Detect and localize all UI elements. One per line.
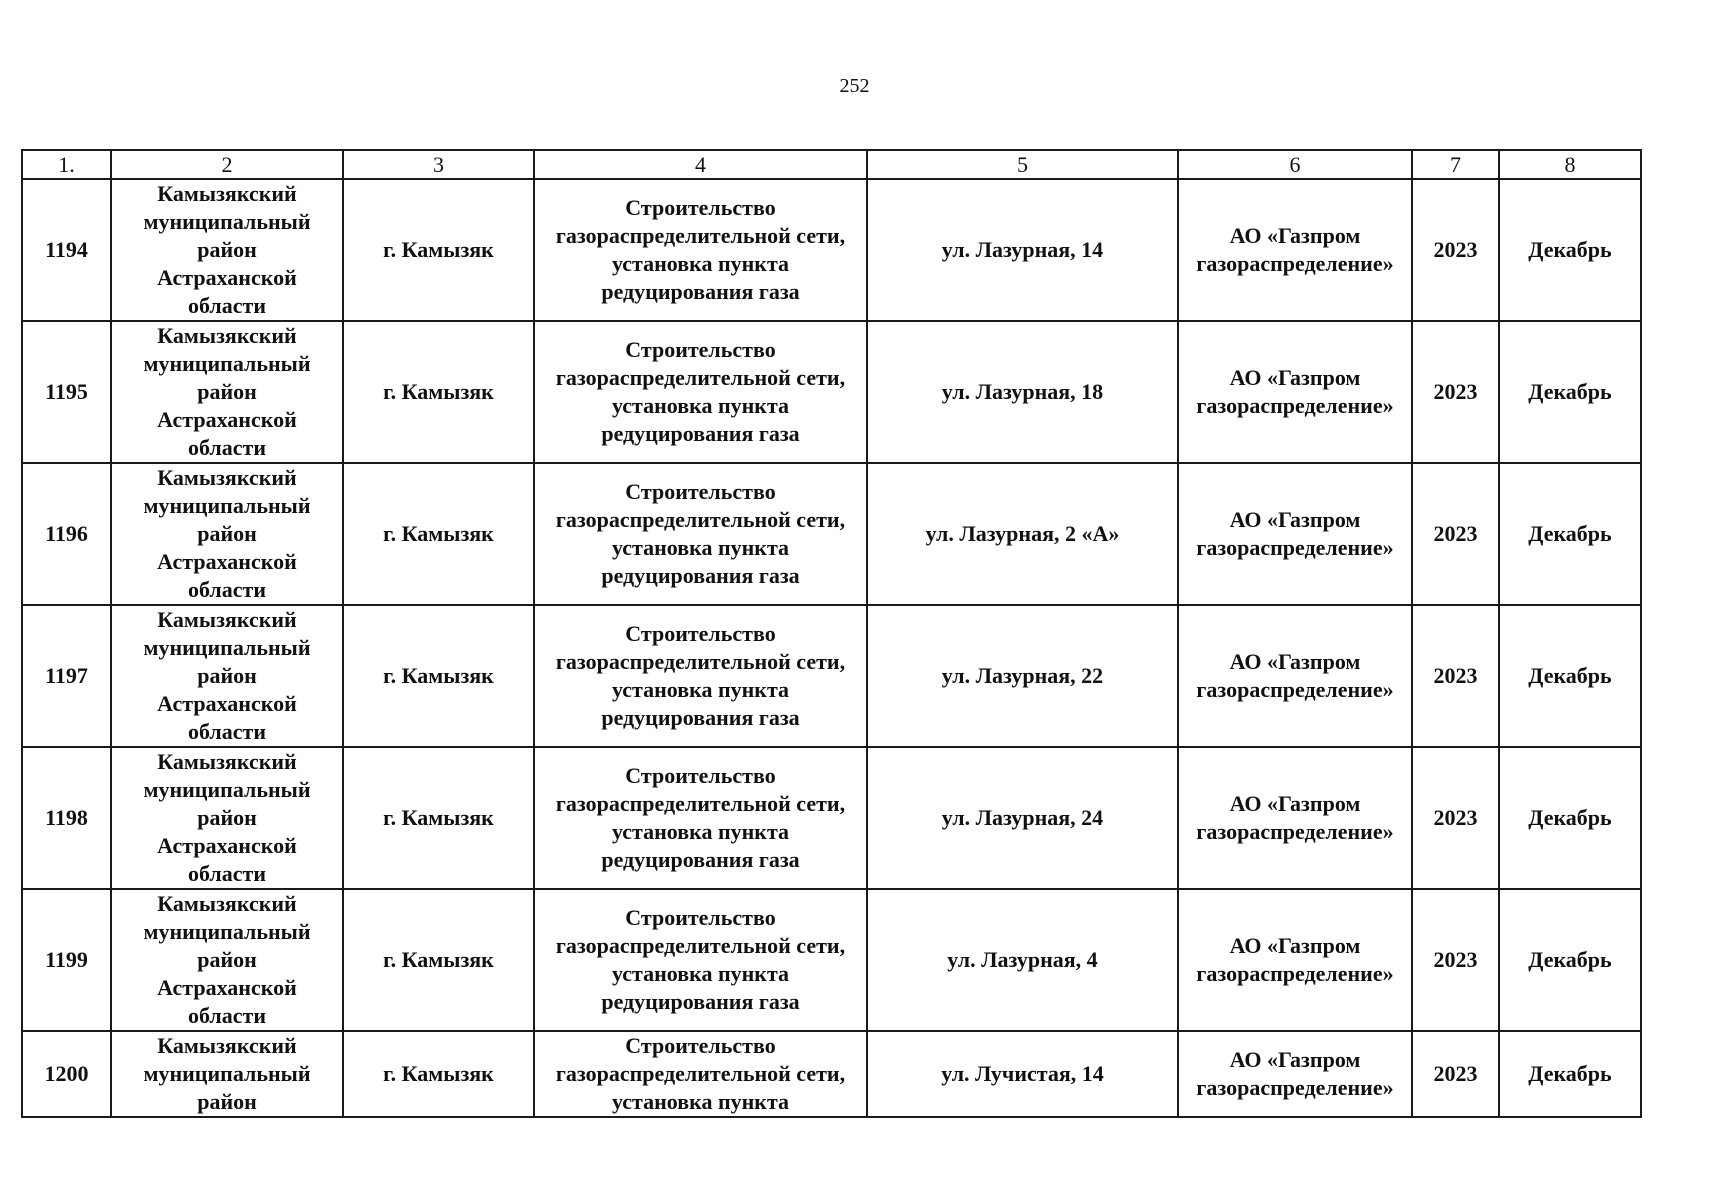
table-row: [22, 179, 1641, 321]
table-row: [22, 463, 1641, 605]
row-number-cell: 1194: [22, 179, 111, 321]
column-header: 7: [1412, 150, 1499, 179]
work-description-cell: Строительство газораспределительной сети, установка пункта: [534, 1031, 867, 1117]
year-cell: 2023: [1412, 747, 1499, 889]
table-row: [22, 747, 1641, 889]
work-description-cell: Строительство газораспределительной сети, установка пункта редуцирования газа: [534, 463, 867, 605]
month-cell: Декабрь: [1499, 1031, 1641, 1117]
address-cell: ул. Лазурная, 2 «А»: [867, 463, 1178, 605]
district-cell: Камызякский муниципальный район Астраханской области: [111, 321, 343, 463]
organization-cell: АО «Газпром газораспределение»: [1178, 179, 1412, 321]
work-description-cell: Строительство газораспределительной сети, установка пункта редуцирования газа: [534, 889, 867, 1031]
month-cell: Декабрь: [1499, 889, 1641, 1031]
year-cell: 2023: [1412, 1031, 1499, 1117]
address-cell: ул. Лазурная, 4: [867, 889, 1178, 1031]
table-row: [22, 321, 1641, 463]
district-cell: Камызякский муниципальный район: [111, 1031, 343, 1117]
table-body: [22, 150, 1641, 1117]
month-cell: Декабрь: [1499, 747, 1641, 889]
year-cell: 2023: [1412, 463, 1499, 605]
settlement-cell: г. Камызяк: [343, 321, 534, 463]
column-header: 1.: [22, 150, 111, 179]
year-cell: 2023: [1412, 605, 1499, 747]
column-header: 2: [111, 150, 343, 179]
district-cell: Камызякский муниципальный район Астраханской области: [111, 889, 343, 1031]
column-header: 4: [534, 150, 867, 179]
work-description-cell: Строительство газораспределительной сети, установка пункта редуцирования газа: [534, 605, 867, 747]
row-number-cell: 1199: [22, 889, 111, 1031]
year-cell: 2023: [1412, 179, 1499, 321]
table-row: [22, 1031, 1641, 1117]
organization-cell: АО «Газпром газораспределение»: [1178, 889, 1412, 1031]
column-header: 3: [343, 150, 534, 179]
table-header-row: [22, 150, 1641, 179]
settlement-cell: г. Камызяк: [343, 179, 534, 321]
settlement-cell: г. Камызяк: [343, 889, 534, 1031]
district-cell: Камызякский муниципальный район Астраханской области: [111, 179, 343, 321]
district-cell: Камызякский муниципальный район Астраханской области: [111, 463, 343, 605]
settlement-cell: г. Камызяк: [343, 463, 534, 605]
row-number-cell: 1200: [22, 1031, 111, 1117]
month-cell: Декабрь: [1499, 321, 1641, 463]
row-number-cell: 1197: [22, 605, 111, 747]
address-cell: ул. Лазурная, 14: [867, 179, 1178, 321]
year-cell: 2023: [1412, 321, 1499, 463]
district-cell: Камызякский муниципальный район Астраханской области: [111, 747, 343, 889]
settlement-cell: г. Камызяк: [343, 1031, 534, 1117]
settlement-cell: г. Камызяк: [343, 605, 534, 747]
table-row: [22, 605, 1641, 747]
work-description-cell: Строительство газораспределительной сети, установка пункта редуцирования газа: [534, 179, 867, 321]
table-row: [22, 889, 1641, 1031]
organization-cell: АО «Газпром газораспределение»: [1178, 463, 1412, 605]
work-description-cell: Строительство газораспределительной сети, установка пункта редуцирования газа: [534, 747, 867, 889]
column-header: 8: [1499, 150, 1641, 179]
work-description-cell: Строительство газораспределительной сети, установка пункта редуцирования газа: [534, 321, 867, 463]
row-number-cell: 1196: [22, 463, 111, 605]
settlement-cell: г. Камызяк: [343, 747, 534, 889]
column-header: 6: [1178, 150, 1412, 179]
organization-cell: АО «Газпром газораспределение»: [1178, 605, 1412, 747]
row-number-cell: 1198: [22, 747, 111, 889]
works-table: [21, 149, 1642, 1118]
year-cell: 2023: [1412, 889, 1499, 1031]
address-cell: ул. Лазурная, 24: [867, 747, 1178, 889]
page-number: 252: [839, 75, 870, 97]
month-cell: Декабрь: [1499, 463, 1641, 605]
address-cell: ул. Лучистая, 14: [867, 1031, 1178, 1117]
month-cell: Декабрь: [1499, 179, 1641, 321]
organization-cell: АО «Газпром газораспределение»: [1178, 321, 1412, 463]
organization-cell: АО «Газпром газораспределение»: [1178, 747, 1412, 889]
address-cell: ул. Лазурная, 22: [867, 605, 1178, 747]
month-cell: Декабрь: [1499, 605, 1641, 747]
address-cell: ул. Лазурная, 18: [867, 321, 1178, 463]
organization-cell: АО «Газпром газораспределение»: [1178, 1031, 1412, 1117]
district-cell: Камызякский муниципальный район Астраханской области: [111, 605, 343, 747]
row-number-cell: 1195: [22, 321, 111, 463]
column-header: 5: [867, 150, 1178, 179]
